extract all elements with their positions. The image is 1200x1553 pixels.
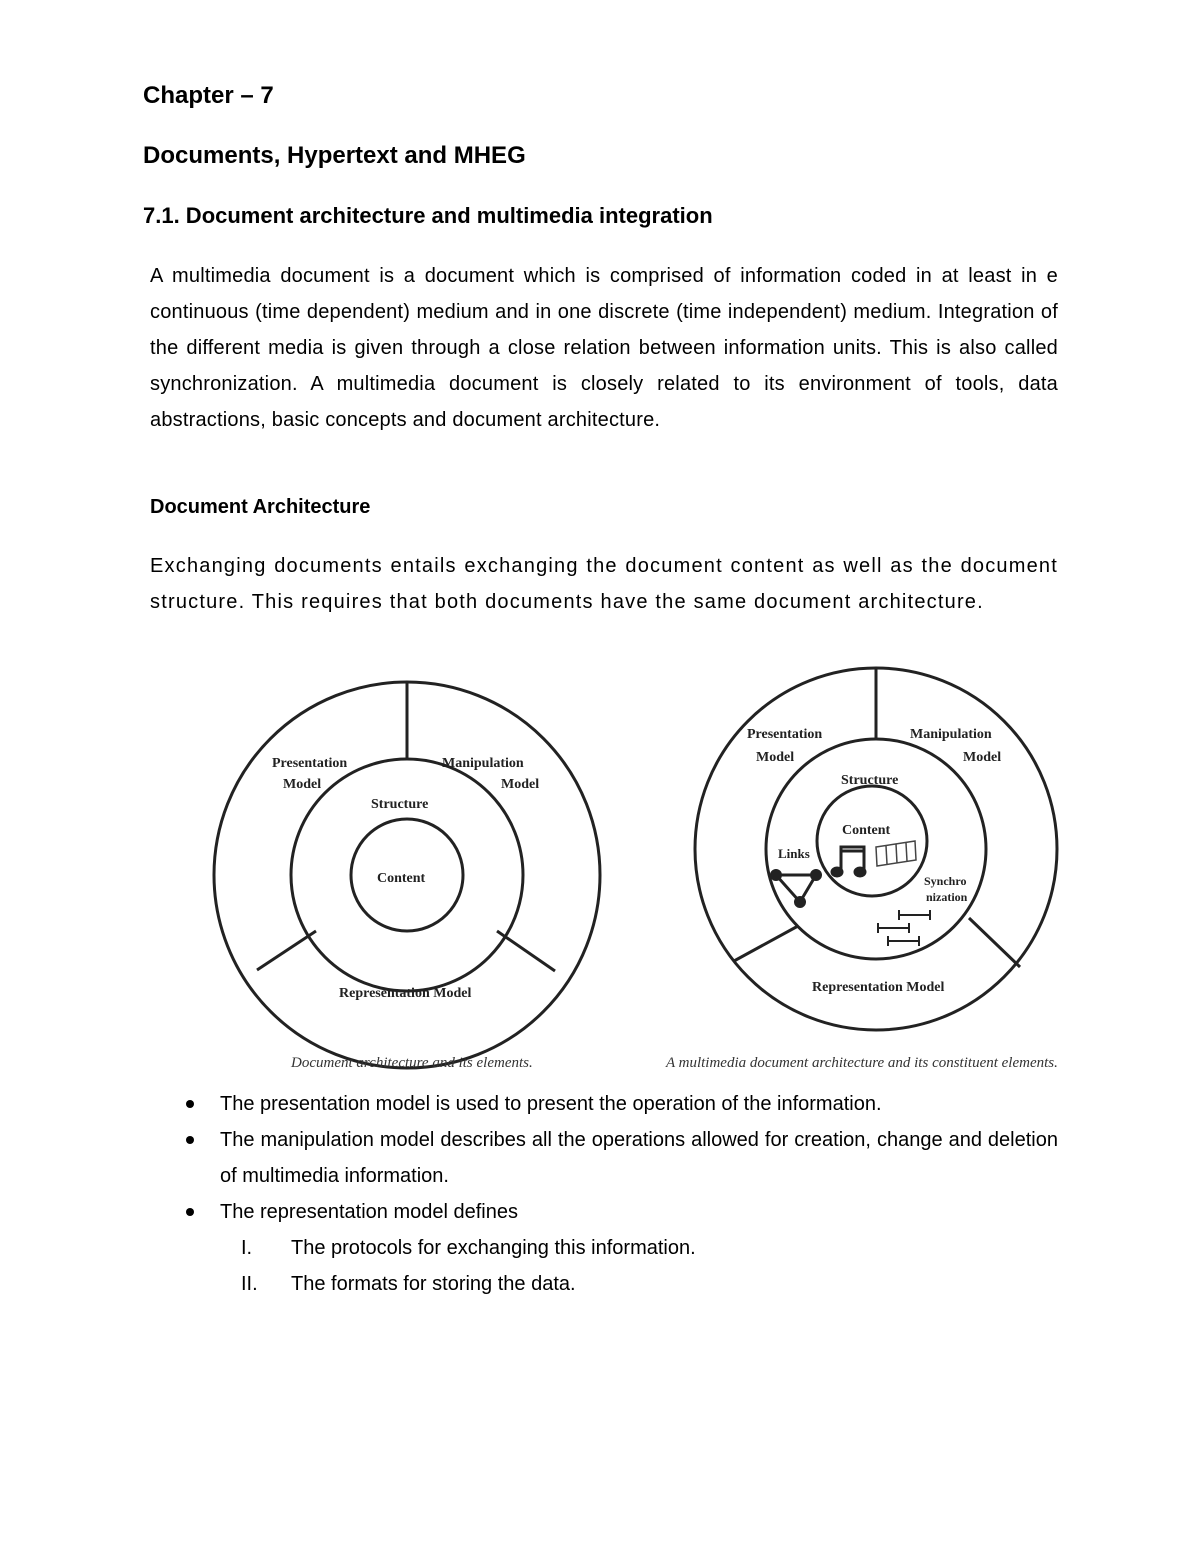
figure-multimedia-document-architecture [690,665,1070,1040]
fig1-manipulation-label-1: Manipulation [442,756,524,771]
fig2-structure-label: Structure [841,773,899,788]
roman-numeral: I. [241,1237,253,1259]
film-strip-icon [876,841,916,866]
divider-left [734,926,798,961]
chapter-heading: Chapter – 7 [143,82,274,109]
architecture-paragraph: Exchanging documents entails exchanging the document content as well as the document structure. This requires that both documents have the same document architecture. [150,555,1058,613]
sub-item-text: The formats for storing the data. [291,1273,576,1295]
figure1-caption: Document architecture and its elements. [291,1055,533,1071]
fig2-presentation-label-2: Model [756,750,795,765]
fig2-synchronization-label-2: nization [926,890,968,904]
bullet-icon [186,1136,194,1144]
divider-right [497,931,555,971]
bullet-text: The manipulation model describes all the operations allowed for creation, change and deletion of multimedia information. [220,1129,1058,1187]
divider-right [969,918,1020,967]
bullet-icon [186,1100,194,1108]
fig2-manipulation-label-1: Manipulation [910,727,992,742]
fig2-representation-label: Representation Model [812,980,945,995]
roman-numeral: II. [241,1273,258,1295]
fig1-presentation-label-2: Model [283,777,322,792]
divider-left [257,931,316,970]
fig1-manipulation-label-2: Model [501,777,540,792]
fig1-structure-label: Structure [371,797,429,812]
list-item [183,1194,1058,1302]
bullet-icon [186,1208,194,1216]
document-architecture-subheading: Document Architecture [150,496,371,518]
document-title: Documents, Hypertext and MHEG [143,142,526,169]
model-bullet-list [183,1086,1058,1302]
fig1-content-label: Content [377,871,426,886]
fig2-manipulation-label-2: Model [963,750,1002,765]
bullet-text: The presentation model is used to present the operation of the information. [220,1093,882,1115]
list-item [183,1086,1058,1122]
fig2-content-label: Content [842,823,891,838]
intro-paragraph: A multimedia document is a document which is comprised of information coded in at least in e continuous (time dependent) medium and in one discrete (time independent) medium. Integration of the different media is given through a close relation between information units. This is also called synchronization. A multimedia document is closely related to its environment of tools, data abstractions, basic concepts and document architecture. [150,265,1058,431]
sub-list-item [220,1230,1058,1266]
sub-item-text: The protocols for exchanging this information. [291,1237,696,1259]
fig1-presentation-label-1: Presentation [272,756,348,771]
fig2-synchronization-label-1: Synchro [924,874,967,888]
figure-document-architecture [205,700,615,1050]
figure2-caption: A multimedia document architecture and its constituent elements. [666,1055,1058,1071]
representation-sub-list [220,1230,1058,1302]
fig2-links-label: Links [778,846,810,861]
fig1-representation-label: Representation Model [339,986,472,1001]
section-heading: 7.1. Document architecture and multimedia integration [143,203,713,228]
fig2-presentation-label-1: Presentation [747,727,823,742]
list-item [183,1122,1058,1194]
sub-list-item [220,1266,1058,1302]
music-note-icon [832,847,865,876]
bullet-text: The representation model defines [220,1201,518,1223]
synchronization-bars-icon [878,910,930,946]
